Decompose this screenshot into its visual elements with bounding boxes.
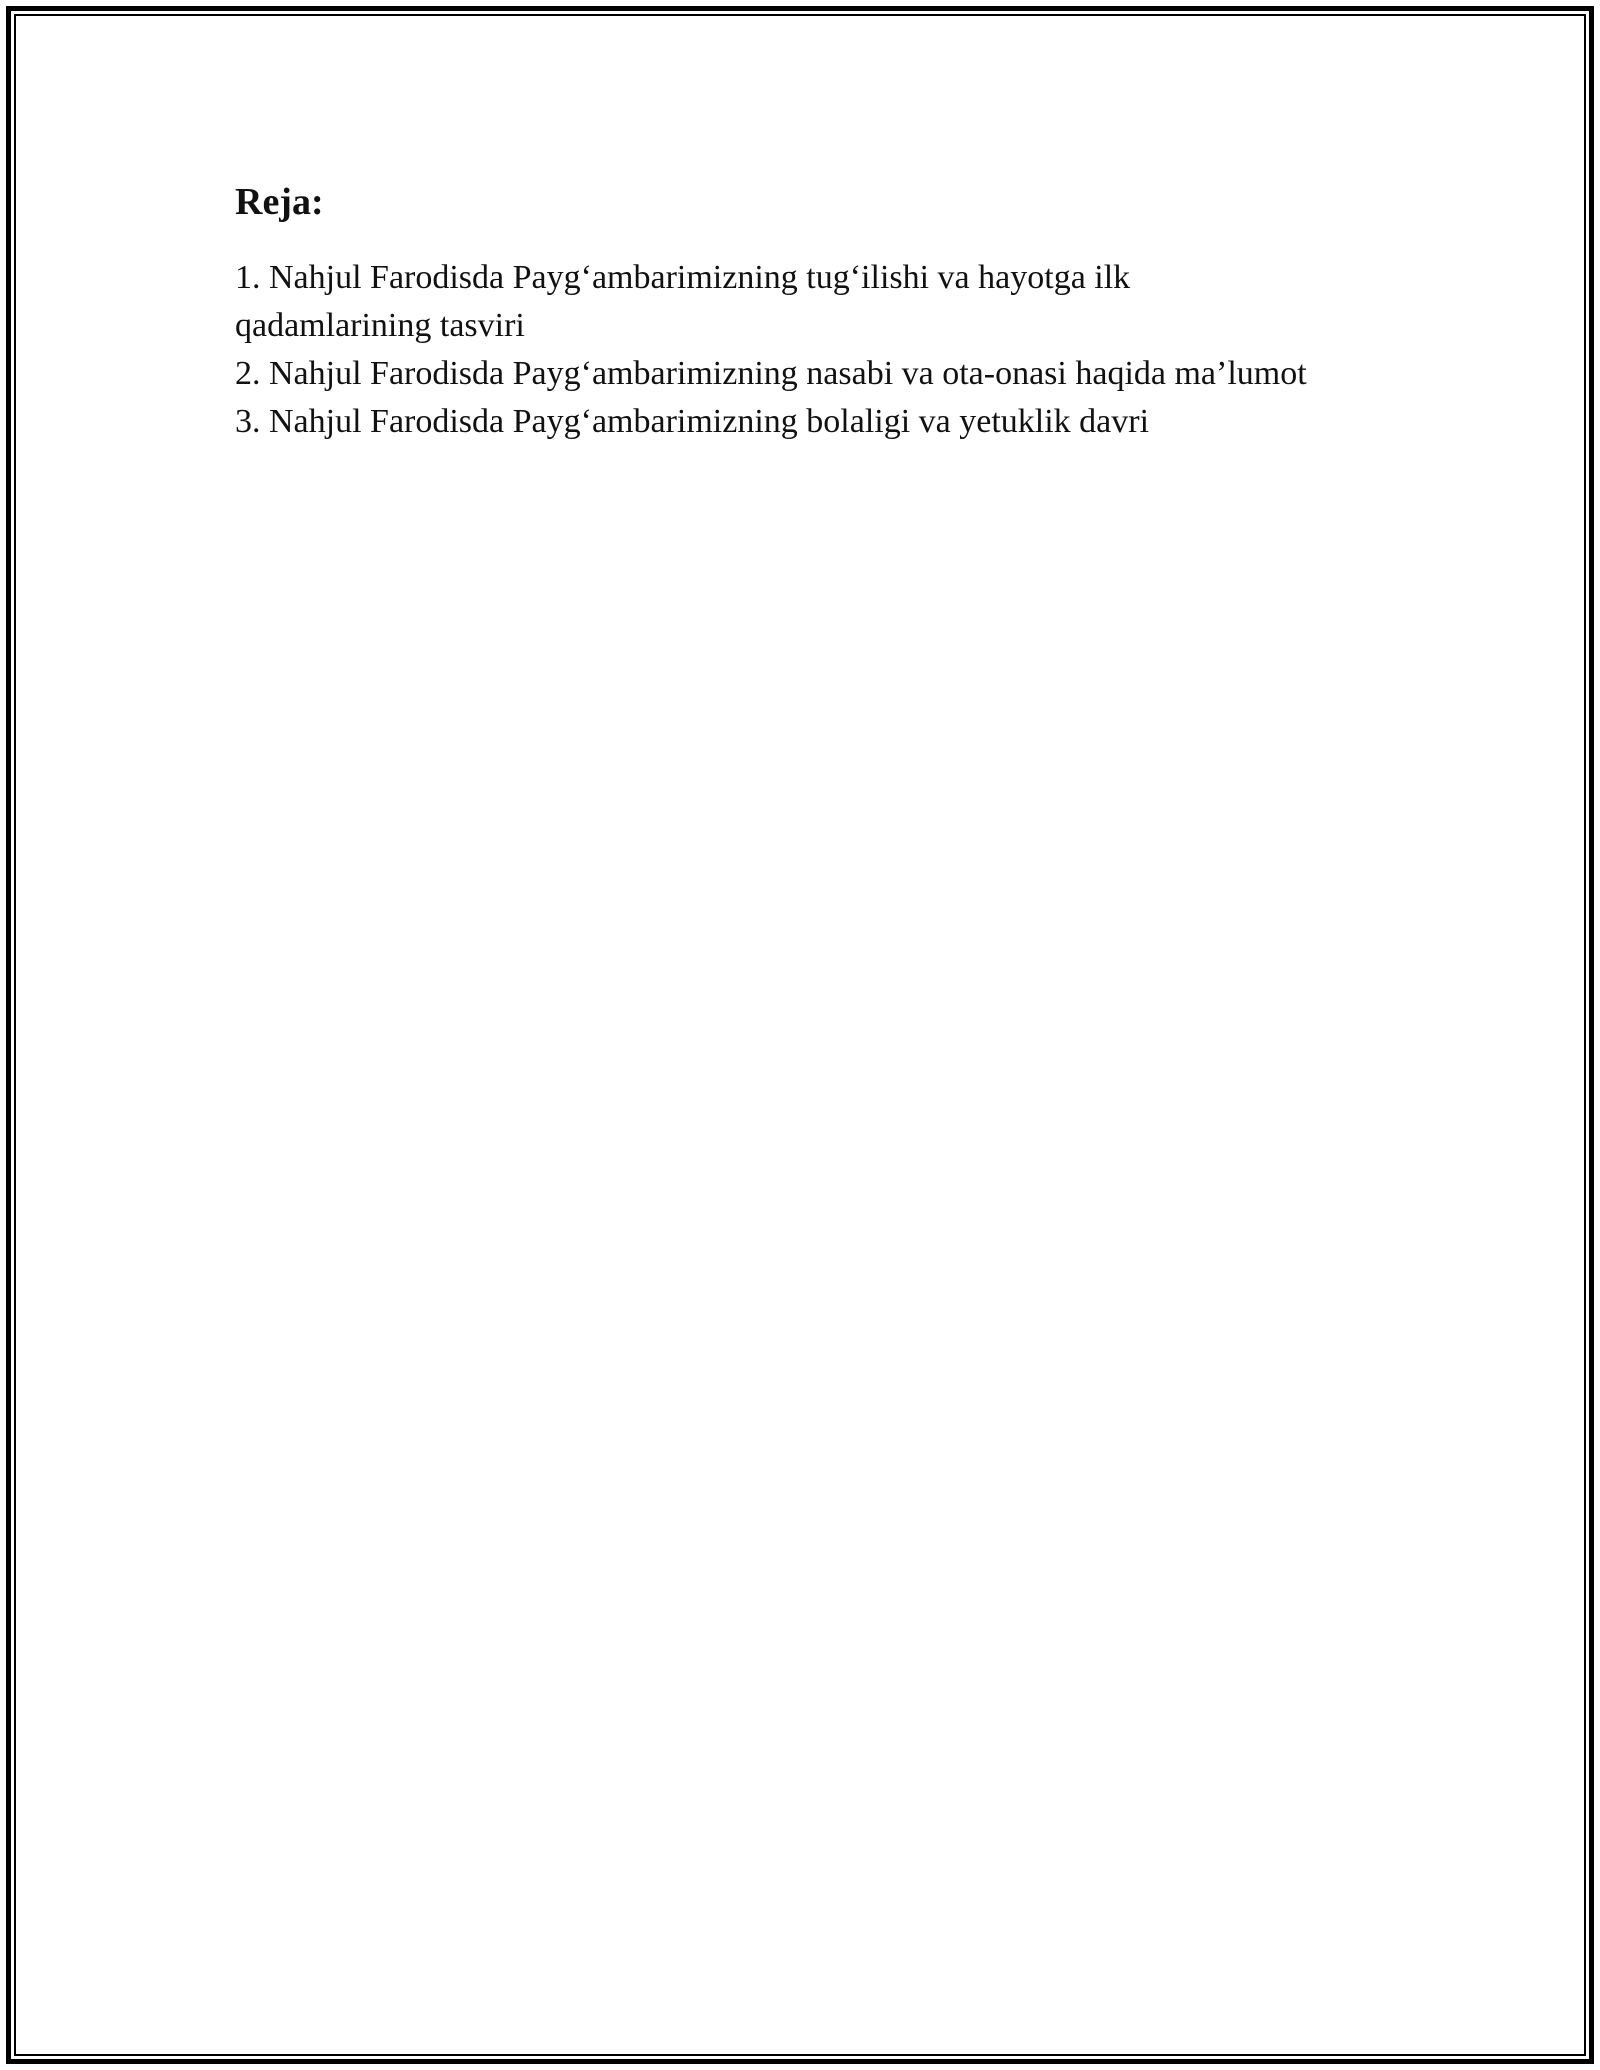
plan-item-1: 1. Nahjul Farodisda Payg‘ambarimizning tug‘ilishi va hayotga ilk qadamlarining tasviri [235, 258, 1131, 344]
plan-heading: Reja: [235, 181, 324, 223]
plan-item-3: 3. Nahjul Farodisda Payg‘ambarimizning bolaligi va yetuklik davri [235, 402, 1150, 440]
plan-list [235, 254, 1315, 446]
plan-item-2: 2. Nahjul Farodisda Payg‘ambarimizning nasabi va ota-onasi haqida ma’lumot [235, 354, 1307, 392]
document-content [235, 180, 1315, 446]
